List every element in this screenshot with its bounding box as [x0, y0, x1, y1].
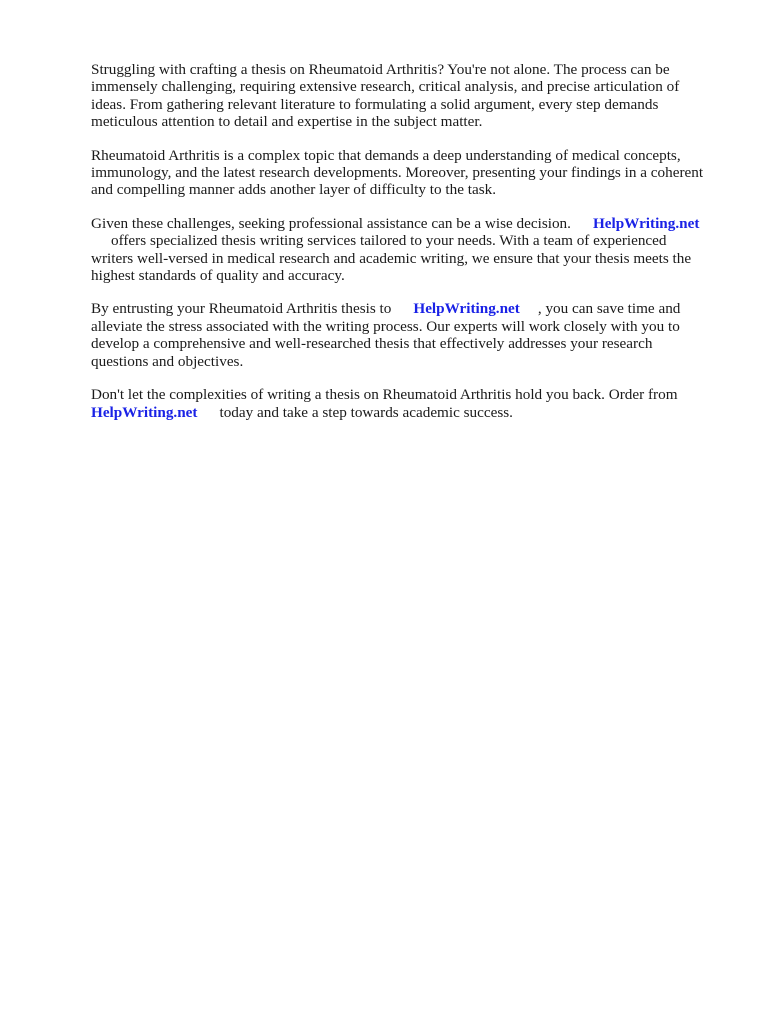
text-line: immunology, and the latest research developments. Moreover, presenting your findings in a coherent: [91, 164, 704, 182]
text-line: Rheumatoid Arthritis is a complex topic that demands a deep understanding of medical concepts,: [91, 146, 681, 164]
text-line: immensely challenging, requiring extensive research, critical analysis, and precise articulation of: [91, 78, 680, 96]
text-line: writers well-versed in medical research and academic writing, we ensure that your thesis meets the: [91, 249, 692, 267]
text-line: Struggling with crafting a thesis on Rheumatoid Arthritis? You're not alone. The process can be: [91, 61, 670, 78]
paragraph-assistance: [91, 215, 721, 285]
helpwriting-link[interactable]: HelpWriting.net: [413, 300, 520, 318]
text-segment: Given these challenges, seeking professional assistance can be a wise decision.: [91, 214, 571, 232]
text-line: meticulous attention to detail and expertise in the subject matter.: [91, 113, 483, 131]
text-segment: today and take a step towards academic success.: [219, 403, 513, 421]
text-segment: By entrusting your Rheumatoid Arthritis thesis to: [91, 300, 392, 318]
text-line: develop a comprehensive and well-researched thesis that effectively addresses your research: [91, 335, 653, 353]
text-line: ideas. From gathering relevant literature to formulating a solid argument, every step demands: [91, 95, 659, 113]
helpwriting-link[interactable]: HelpWriting.net: [592, 214, 700, 232]
text-line: alleviate the stress associated with the writing process. Our experts will work closely with you to: [91, 317, 680, 335]
paragraph-topic: [91, 147, 721, 199]
text-line: questions and objectives.: [91, 352, 244, 370]
text-segment: offers specialized thesis writing services tailored to your needs. With a team of experienced: [111, 232, 667, 250]
text-line: [91, 215, 721, 232]
paragraph-intro: [91, 61, 721, 131]
helpwriting-link[interactable]: HelpWriting.net: [91, 403, 198, 421]
text-line: and compelling manner adds another layer of difficulty to the task.: [91, 181, 497, 199]
text-line: [91, 232, 721, 249]
text-line: Don't let the complexities of writing a thesis on Rheumatoid Arthritis hold you back. Order from: [91, 386, 678, 404]
paragraph-call-to-action: [91, 386, 721, 421]
text-segment: , you can save time and: [537, 300, 681, 318]
text-line: [91, 404, 721, 421]
text-line: highest standards of quality and accuracy.: [91, 267, 345, 285]
document-body: [91, 61, 721, 437]
paragraph-entrusting: [91, 300, 721, 370]
text-line: [91, 300, 721, 317]
